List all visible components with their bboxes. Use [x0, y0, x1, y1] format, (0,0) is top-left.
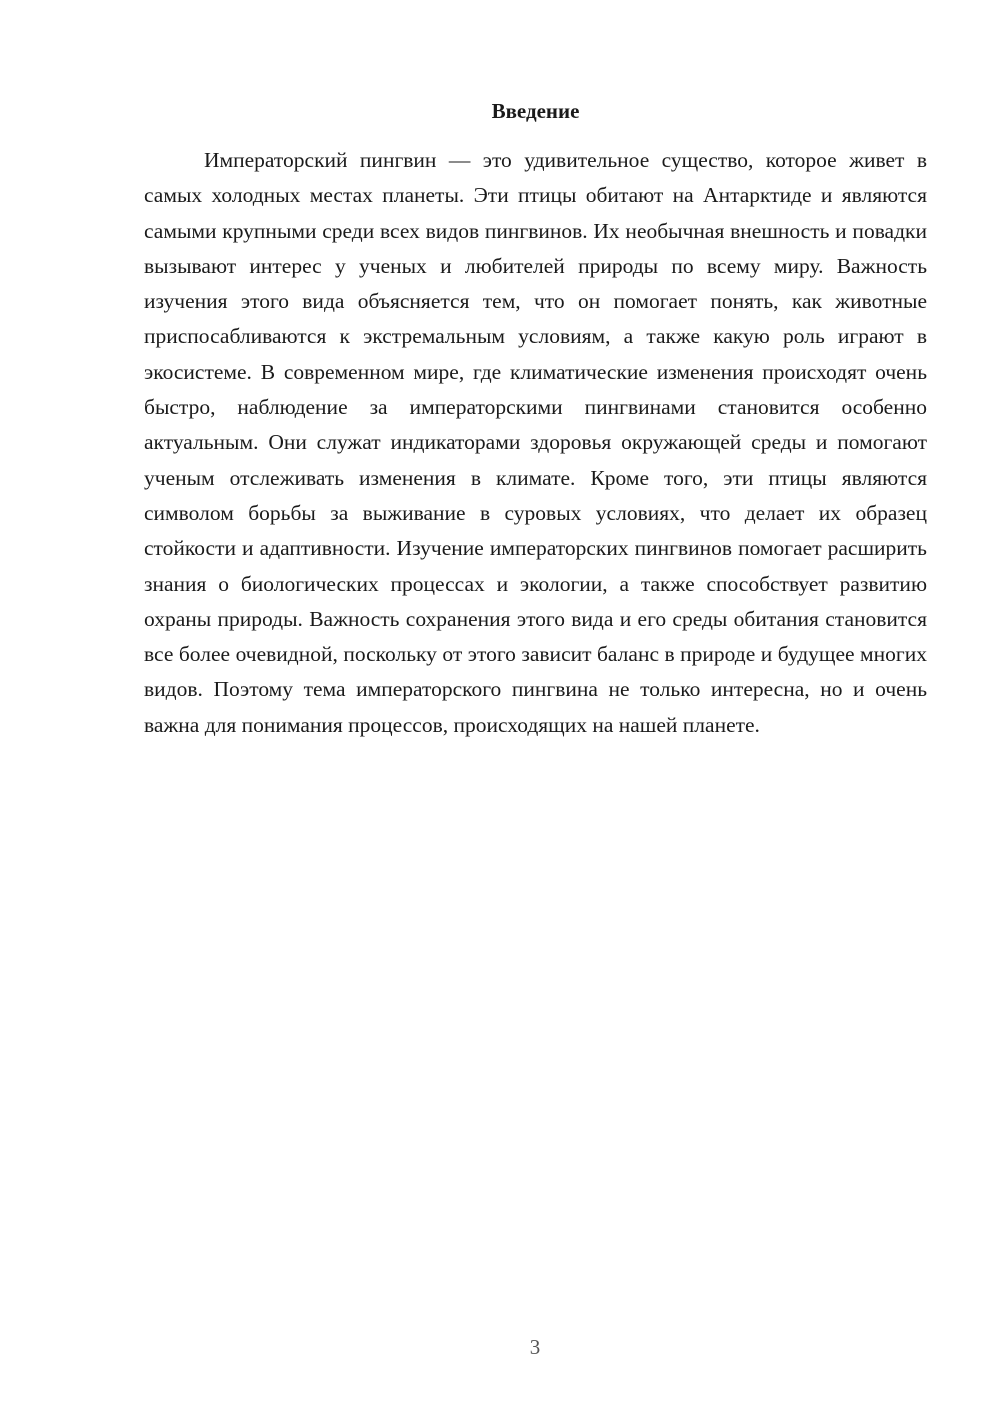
body-paragraph: Императорский пингвин — это удивительное существо, которое живет в самых холодных местах планеты. Эти птицы обитают на Антарктиде и являются самыми крупными среди всех видов пингвинов. Их необычная внешность и повадки вызывают интерес у ученых и любителей природы по всему миру. Важность изучения этого вида объясняется тем, что он помогает понять, как животные приспосабливаются к экстремальным условиям, а также какую роль играют в экосистеме. В современном мире, где климатические изменения происходят очень быстро, наблюдение за императорскими пингвинами становится особенно актуальным. Они служат индикаторами здоровья окружающей среды и помогают ученым отслеживать изменения в климате. Кроме того, эти птицы являются символом борьбы за выживание в суровых условиях, что делает их образец стойкости и адаптивности. Изучение императорских пингвинов помогает расширить знания о биологических процессах и экологии, а также способствует развитию охраны природы. Важность сохранения этого вида и его среды обитания становится все более очевидной, поскольку от этого зависит баланс в природе и будущее многих видов. Поэтому тема императорского пингвина не только интересна, но и очень важна для понимания процессов, происходящих на нашей планете. — [144, 148, 927, 737]
section-heading: Введение — [491, 99, 580, 123]
page-number: 3 — [529, 1335, 541, 1359]
